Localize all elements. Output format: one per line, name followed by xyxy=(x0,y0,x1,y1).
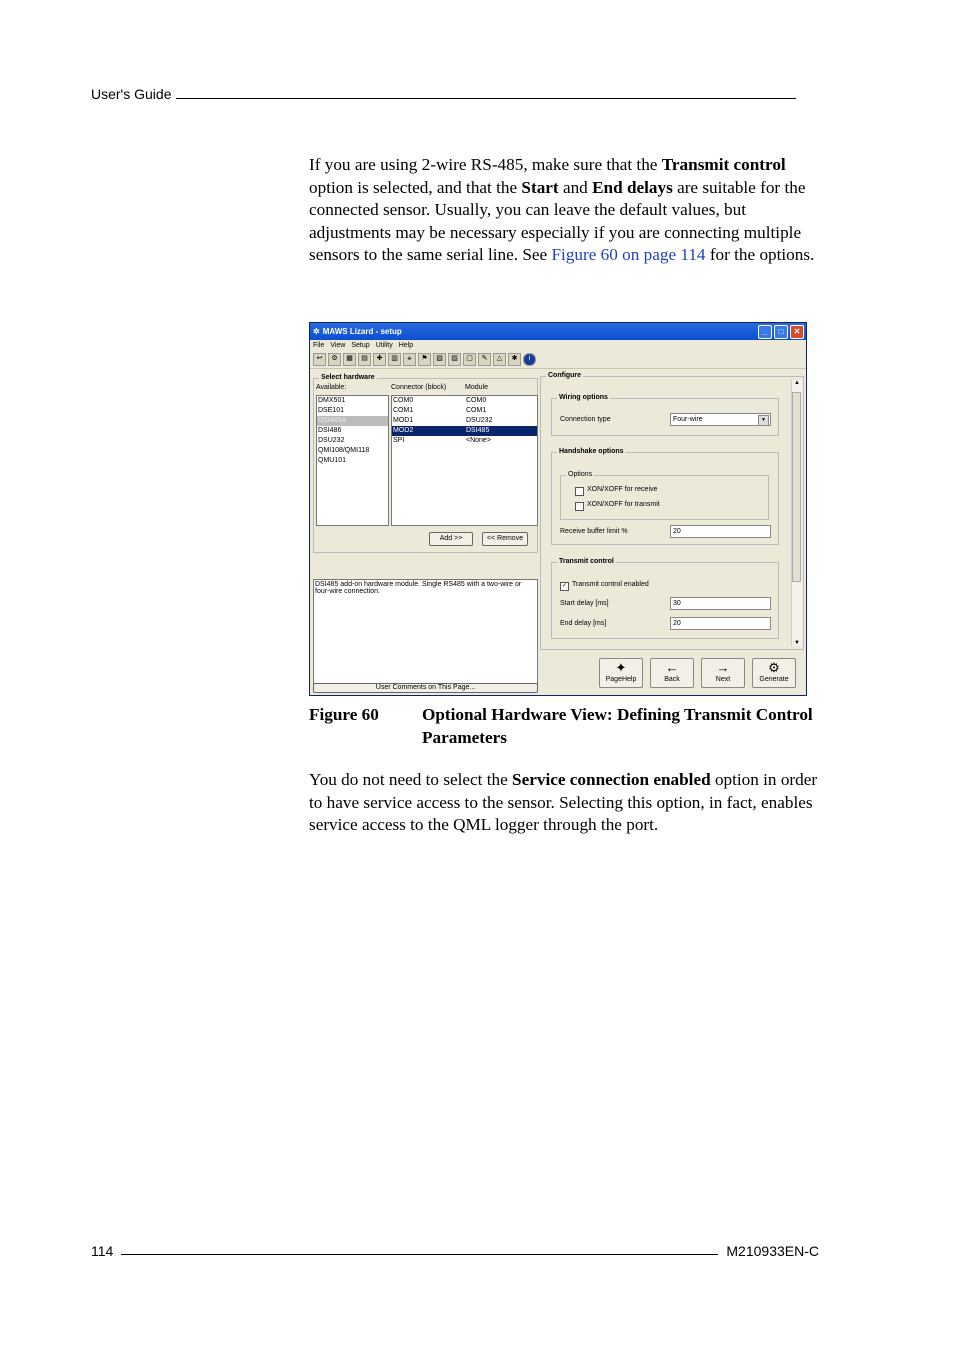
options-group xyxy=(560,471,769,520)
settings-icon[interactable]: ✱ xyxy=(508,353,521,366)
scroll-up-icon[interactable]: ▲ xyxy=(794,380,800,386)
connection-type-label: Connection type xyxy=(560,416,611,423)
transmit-enabled-checkbox[interactable]: ✓ xyxy=(561,583,568,589)
menu-setup[interactable]: Setup xyxy=(351,342,370,349)
back-label: Back xyxy=(664,676,680,683)
module-label: Module xyxy=(465,384,488,391)
add-button[interactable]: Add >> xyxy=(429,532,473,546)
remove-button[interactable]: << Remove xyxy=(482,532,528,546)
figure-number: Figure 60 xyxy=(309,705,379,724)
module-cell: DSU232 xyxy=(466,417,493,424)
close-icon[interactable]: ✕ xyxy=(790,325,804,339)
alarm-icon[interactable]: △ xyxy=(493,353,506,366)
connection-type-select[interactable] xyxy=(670,413,771,426)
list-item[interactable]: DSI485A xyxy=(317,416,388,426)
intro-text-2: option is selected, and that the xyxy=(309,177,522,197)
list-item[interactable]: DSE101 xyxy=(318,407,345,414)
outro-paragraph xyxy=(309,769,821,837)
intro-text-3: and xyxy=(558,177,593,197)
menu-file[interactable]: File xyxy=(313,342,325,349)
pagehelp-label: PageHelp xyxy=(605,676,637,683)
transmit-control-label: Transmit control xyxy=(559,558,614,565)
generate-button[interactable] xyxy=(752,658,796,688)
maws-lizard-window xyxy=(309,322,807,696)
available-label: Available: xyxy=(316,384,347,391)
toolbar xyxy=(310,351,806,369)
scroll-thumb[interactable] xyxy=(792,392,801,582)
list-item[interactable]: QMI108/QMI118 xyxy=(318,447,370,454)
configure-group xyxy=(540,372,804,650)
menu-help[interactable]: Help xyxy=(398,342,414,349)
pagehelp-button[interactable] xyxy=(599,658,643,688)
scrollbar[interactable] xyxy=(791,380,802,646)
hardware-icon[interactable]: ✚ xyxy=(373,353,386,366)
connector-label: Connector (block) xyxy=(391,384,447,391)
module-cell: COM1 xyxy=(466,407,487,414)
start-delay-label: Start delay [ms] xyxy=(560,600,609,607)
table-row[interactable] xyxy=(392,416,537,426)
next-button[interactable] xyxy=(701,658,745,688)
outro-text-2: option in order to have service access to the sensor. Selecting this option, in fact, enables service access to the QML logger through the port. xyxy=(309,770,818,835)
minimize-icon[interactable]: _ xyxy=(758,325,772,339)
connection-type-value: Four-wire xyxy=(673,416,703,423)
app-icon: ✲ xyxy=(313,327,320,336)
intro-text-5: for the options. xyxy=(705,245,815,265)
available-list[interactable] xyxy=(316,395,389,526)
intro-bold-end-delays: End delays xyxy=(592,177,673,197)
select-hardware-label: Select hardware xyxy=(321,374,375,381)
edit-icon[interactable]: ✎ xyxy=(478,353,491,366)
connector-cell: COM1 xyxy=(393,407,414,414)
connector-cell: MOD1 xyxy=(393,417,414,424)
description-box: DSI485 add-on hardware module. Single RS485 with a two-wire or four-wire connection. xyxy=(313,579,538,685)
table-row[interactable] xyxy=(392,426,537,436)
module-cell: DSI485 xyxy=(466,427,490,434)
end-delay-label: End delay [ms] xyxy=(560,620,607,627)
header-rule xyxy=(176,98,796,99)
xon-transmit-checkbox[interactable] xyxy=(575,502,584,511)
connector-cell: SPI xyxy=(393,437,405,444)
connector-list[interactable] xyxy=(391,395,538,526)
page-header xyxy=(91,86,811,102)
calc-icon[interactable]: ▥ xyxy=(388,353,401,366)
next-label: Next xyxy=(715,676,731,683)
connector-cell: COM0 xyxy=(393,397,414,404)
arrow-right-icon: → xyxy=(716,660,730,675)
list-item[interactable]: QMU101 xyxy=(318,457,347,464)
module-cell: <None> xyxy=(466,437,491,444)
intro-paragraph xyxy=(309,154,821,267)
menu-utility[interactable]: Utility xyxy=(375,342,393,349)
xon-transmit-label: XON/XOFF for transmit xyxy=(587,501,660,508)
xon-receive-checkbox[interactable] xyxy=(575,487,584,496)
end-delay-input[interactable]: 20 xyxy=(670,617,771,630)
module-cell: COM0 xyxy=(466,397,487,404)
generate-label: Generate xyxy=(759,676,789,683)
wiring-options-group xyxy=(551,394,779,436)
report-icon[interactable]: ▧ xyxy=(433,353,446,366)
figure-title: Optional Hardware View: Defining Transmit Control Parameters xyxy=(422,705,813,747)
menu-bar xyxy=(310,340,806,351)
doc-code: M210933EN-C xyxy=(726,1243,819,1259)
list-item[interactable]: DSU232 xyxy=(318,437,345,444)
scroll-down-icon[interactable]: ▼ xyxy=(794,640,800,646)
user-comments-button[interactable]: User Comments on This Page... xyxy=(313,683,538,693)
intro-text-4: are suitable for the connected sensor. Usually, you can leave the default values, but adjustments may be necessary especially if you are connecting multiple sensors to the same serial line. See xyxy=(309,177,806,265)
wiring-options-label: Wiring options xyxy=(559,394,608,401)
maximize-icon[interactable]: □ xyxy=(774,325,788,339)
receive-buffer-label: Receive buffer limit % xyxy=(560,528,628,535)
connector-cell: MOD2 xyxy=(393,427,414,434)
open-icon[interactable]: ↩ xyxy=(313,353,326,366)
arrow-left-icon: ← xyxy=(665,660,679,675)
table-row[interactable] xyxy=(392,396,537,406)
intro-text-1: If you are using 2-wire RS-485, make sure that the xyxy=(309,155,662,174)
transmit-control-group xyxy=(551,558,779,639)
xon-receive-label: XON/XOFF for receive xyxy=(587,486,658,493)
log-icon[interactable]: ▨ xyxy=(448,353,461,366)
list-item[interactable]: DMX501 xyxy=(318,397,346,404)
window-title: MAWS Lizard - setup xyxy=(322,327,402,336)
wind-icon[interactable]: ⚹ xyxy=(403,353,416,366)
options-label: Options xyxy=(568,471,593,478)
setup-icon[interactable]: ▤ xyxy=(358,353,371,366)
outro-text-1: You do not need to select the xyxy=(309,770,513,789)
list-item[interactable]: DSI486 xyxy=(318,427,342,434)
back-button[interactable] xyxy=(650,658,694,688)
page-footer xyxy=(91,1243,819,1259)
page-icon[interactable]: ▢ xyxy=(463,353,476,366)
chevron-down-icon[interactable]: ▼ xyxy=(758,415,769,426)
outro-bold-service: Service connection enabled xyxy=(512,770,711,789)
handshake-options-group xyxy=(551,448,779,545)
title-bar xyxy=(310,323,806,340)
table-row[interactable] xyxy=(392,406,537,416)
page-number: 114 xyxy=(91,1243,114,1259)
handshake-options-label: Handshake options xyxy=(559,448,624,455)
pagehelp-icon: ✦ xyxy=(615,660,627,675)
table-row[interactable] xyxy=(392,436,537,446)
network-icon[interactable]: ⚙ xyxy=(328,353,341,366)
footer-rule xyxy=(121,1243,718,1255)
transmit-enabled-label: Transmit control enabled xyxy=(572,581,649,588)
gears-icon: ⚙ xyxy=(768,660,780,675)
start-delay-input[interactable]: 30 xyxy=(670,597,771,610)
menu-view[interactable]: View xyxy=(330,342,346,349)
intro-bold-start: Start xyxy=(521,177,559,197)
header-title: User's Guide xyxy=(91,86,172,102)
receive-buffer-input[interactable]: 20 xyxy=(670,525,771,538)
select-hardware-group xyxy=(313,374,538,553)
info-icon[interactable]: i xyxy=(523,353,536,366)
figure-link[interactable]: Figure 60 on page 114 xyxy=(551,245,706,265)
intro-bold-transmit: Transmit control xyxy=(661,155,786,174)
configure-label: Configure xyxy=(548,372,582,379)
flag-icon[interactable]: ⚑ xyxy=(418,353,431,366)
sensor-icon[interactable]: ▦ xyxy=(343,353,356,366)
